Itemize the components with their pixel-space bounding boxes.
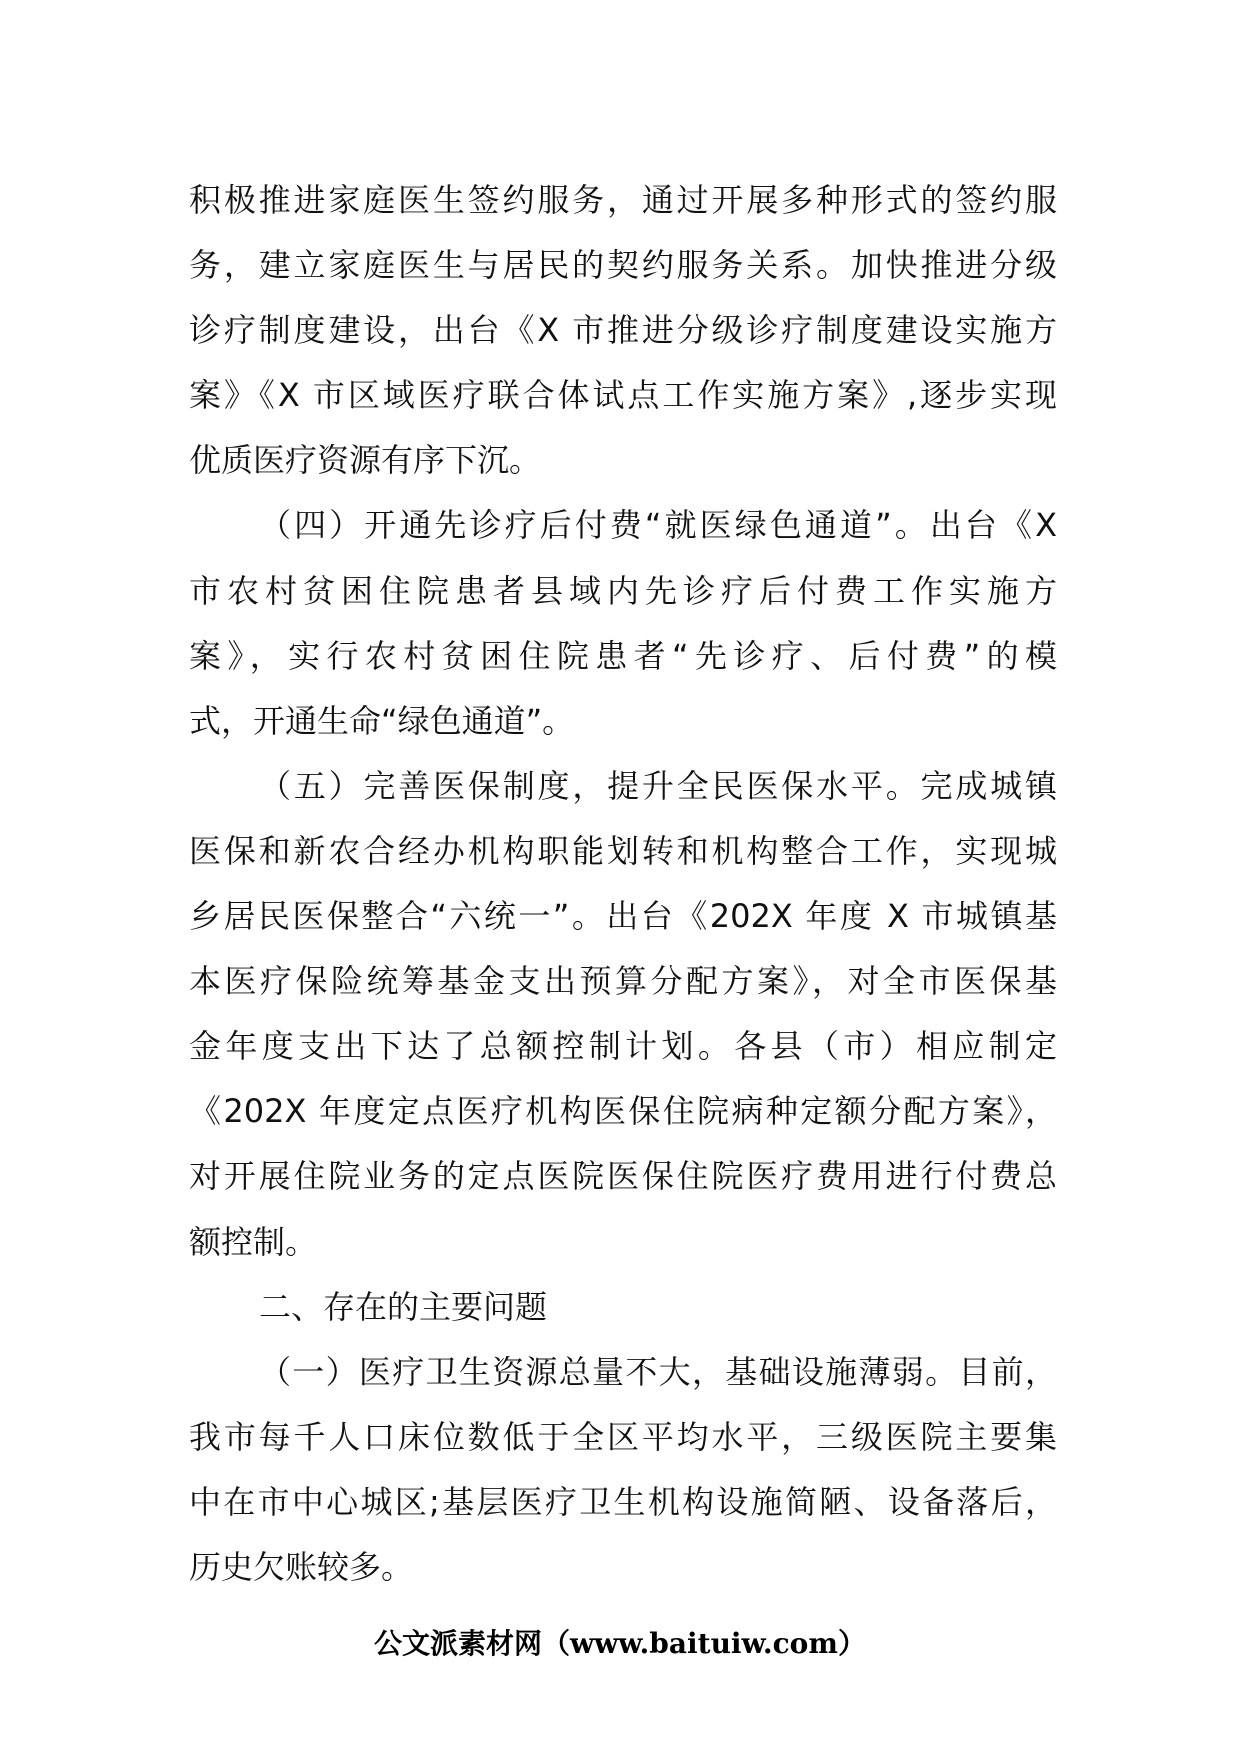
paragraph-line: 诊疗制度建设，出台《X 市推进分级诊疗制度建设实施方 <box>189 311 1057 350</box>
paragraph-line: 市农村贫困住院患者县域内先诊疗后付费工作实施方 <box>189 571 1057 610</box>
section-heading: 二、存在的主要问题 <box>259 1287 548 1326</box>
paragraph-line: （一）医疗卫生资源总量不大，基础设施薄弱。目前， <box>259 1352 1057 1391</box>
paragraph-line: 乡居民医保整合“六统一”。出台《202X 年度 X 市城镇基 <box>189 897 1057 936</box>
paragraph-line: 务，建立家庭医生与居民的契约服务关系。加快推进分级 <box>189 246 1057 285</box>
paragraph-line: 本医疗保险统筹基金支出预算分配方案》，对全市医保基 <box>189 962 1057 1001</box>
document-body <box>189 168 1057 1600</box>
paragraph-line: 对开展住院业务的定点医院医保住院医疗费用进行付费总 <box>189 1157 1057 1196</box>
paragraph-line: 《202X 年度定点医疗机构医保住院病种定额分配方案》， <box>189 1092 1057 1131</box>
paragraph-line: 式，开通生命“绿色通道”。 <box>189 701 575 740</box>
paragraph-line: 优质医疗资源有序下沉。 <box>189 441 542 480</box>
paragraph-line: 额控制。 <box>189 1222 318 1261</box>
paragraph-line: 金年度支出下达了总额控制计划。各县（市）相应制定 <box>189 1027 1057 1066</box>
paragraph-line: 中在市中心城区;基层医疗卫生机构设施简陋、设备落后， <box>189 1482 1057 1521</box>
paragraph-line: 案》，实行农村贫困住院患者“先诊疗、后付费”的模 <box>189 636 1057 675</box>
paragraph-line: 我市每千人口床位数低于全区平均水平，三级医院主要集 <box>189 1417 1057 1456</box>
paragraph-line: 历史欠账较多。 <box>189 1547 414 1586</box>
paragraph-line: 积极推进家庭医生签约服务，通过开展多种形式的签约服 <box>189 181 1057 219</box>
paragraph-line: 医保和新农合经办机构职能划转和机构整合工作，实现城 <box>189 831 1057 870</box>
paragraph-line: （五）完善医保制度，提升全民医保水平。完成城镇 <box>259 766 1057 805</box>
paragraph-line: 案》《X 市区域医疗联合体试点工作实施方案》,逐步实现 <box>189 376 1057 415</box>
footer-watermark: 公文派素材网（www.baituiw.com） <box>374 1627 866 1660</box>
paragraph-line: （四）开通先诊疗后付费“就医绿色通道”。出台《X <box>259 506 1057 545</box>
